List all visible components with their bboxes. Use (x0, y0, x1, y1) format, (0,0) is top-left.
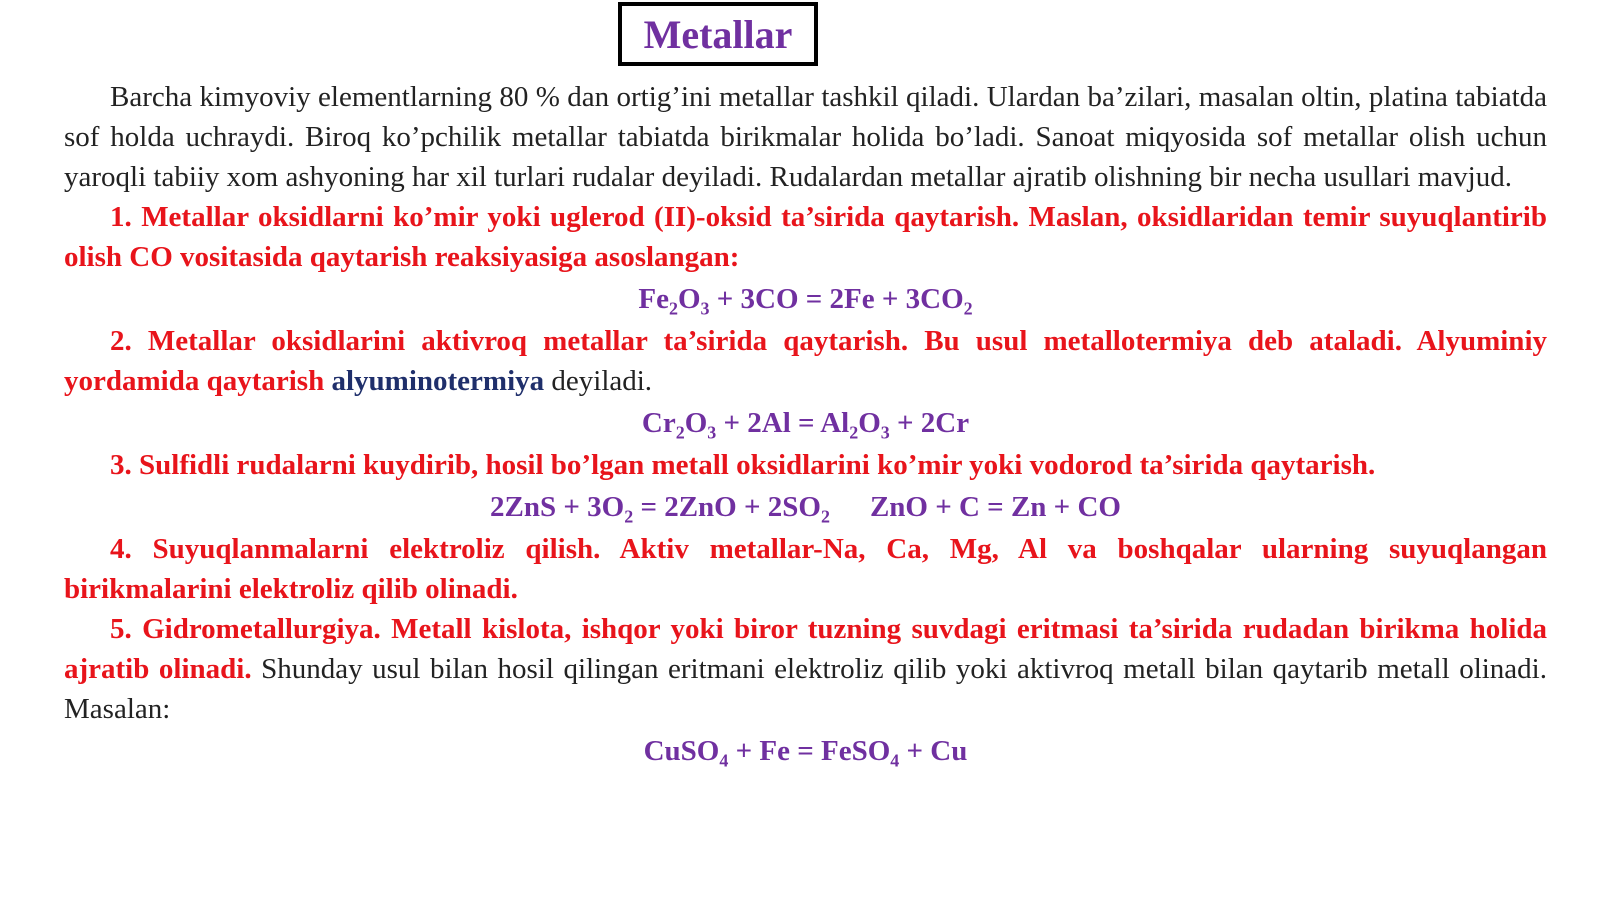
method-3-text: 3. Sulfidli rudalarni kuydirib, hosil bo’lgan metall oksidlarini ko’mir yoki vodorod ta’sirida qaytarish. (110, 449, 1376, 481)
method-2-rest: deyiladi. (544, 365, 653, 397)
method-5-text: 5. Gidrometallurgiya. Metall kislota, ishqor yoki biror tuzning suvdagi eritmasi ta’sirida rudadan birikma holida ajratib olinadi. (64, 613, 1547, 685)
method-4 (64, 529, 1547, 609)
page-title: Metallar (618, 2, 818, 66)
equation-2: $Cr_2O_3 + 2Al = Al_2O_3 + 2Cr$ (641, 407, 970, 443)
method-3 (64, 445, 1547, 485)
method-5 (64, 609, 1547, 729)
method-2 (64, 321, 1547, 401)
method-5-rest: Shunday usul bilan hosil qilingan eritmani elektroliz qilib yoki aktivroq metall bilan qaytarib metall olinadi. Masalan: (64, 653, 1547, 725)
document-body (64, 77, 1547, 773)
equation-3: $2ZnS + 3O_2 = 2ZnO + 2SO_2$ ZnO + C = Zn + CO (490, 491, 1121, 527)
method-2-text: 2. Metallar oksidlarini aktivroq metallar ta’sirida qaytarish. Bu usul metallotermiya deb ataladi. Alyuminiy yordamida qaytarish (64, 325, 1547, 397)
method-1 (64, 197, 1547, 277)
intro-paragraph: Barcha kimyoviy elementlarning 80 % dan ortig’ini metallar tashkil qiladi. Ulardan ba’zilari, masalan oltin, platina tabiatda sof holda uchraydi. Biroq ko’pchilik metallar tabiatda birikmalar holida bo’ladi. Sanoat miqyosida sof metallar olish uchun yaroqli tabiiy xom ashyoning har xil turlari rudalar deyiladi. Rudalardan metallar ajratib olishning bir necha usullari mavjud. (64, 81, 1547, 193)
method-2-term: alyuminotermiya (331, 365, 545, 397)
method-4-text: 4. Suyuqlanmalarni elektroliz qilish. Aktiv metallar-Na, Ca, Mg, Al va boshqalar ularning suyuqlangan birikmalarini elektroliz qilib olinadi. (64, 533, 1547, 605)
equation-1: $Fe_2O_3 + 3CO = 2Fe + 3CO_2$ (638, 283, 973, 319)
equation-4: CuSO$_4$ + Fe = FeSO$_4$ + Cu (643, 735, 968, 771)
method-1-text: 1. Metallar oksidlarni ko’mir yoki uglerod (II)-oksid ta’sirida qaytarish. Maslan, oksidlaridan temir suyuqlantirib olish CO vositasida qaytarish reaksiyasiga asoslangan: (64, 201, 1547, 273)
